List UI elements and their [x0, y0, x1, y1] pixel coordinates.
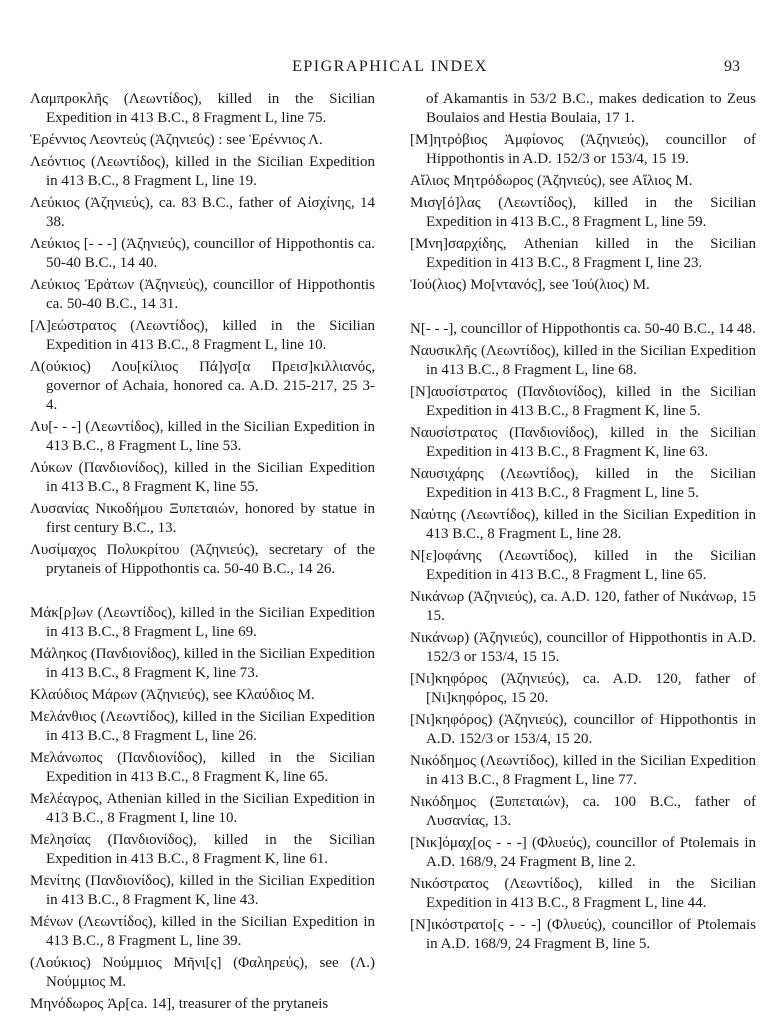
index-entry: Λύκων (Πανδιονίδος), killed in the Sicilian Expedition in 413 B.C., 8 Fragment K, line 55. [30, 460, 375, 495]
index-entry: Ναύτης (Λεωντίδος), killed in the Sicilian Expedition in 413 B.C., 8 Fragment L, line 28. [410, 507, 756, 542]
index-entry: (Λούκιος) Νούμμιος Μῆνι[ς] (Φαληρεύς), see (Λ.) Νούμμιος Μ. [30, 955, 375, 990]
index-entry: Λυσανίας Νικοδήμου Ξυπεταιών, honored by statue in first century B.C., 13. [30, 501, 375, 536]
index-entry: Κλαύδιος Μάρων (Ἀζηνιεύς), see Κλαύδιος Μ. [30, 687, 315, 703]
index-entry: Μηνόδωρος Ἀρ[ca. 14], treasurer of the prytaneis [30, 996, 329, 1012]
index-entry: [Λ]εώστρατος (Λεωντίδος), killed in the Sicilian Expedition in 413 B.C., 8 Fragment L, line 10. [30, 318, 375, 353]
index-entry: Μένων (Λεωντίδος), killed in the Sicilian Expedition in 413 B.C., 8 Fragment L, line 39. [30, 914, 375, 949]
index-entry: Λυ[- - -] (Λεωντίδος), killed in the Sicilian Expedition in 413 B.C., 8 Fragment L, line 53. [30, 419, 375, 454]
index-entry: Λεύκιος (Ἀζηνιεύς), ca. 83 B.C., father of Αἰσχίνης, 14 38. [30, 195, 375, 230]
page-header [30, 58, 750, 80]
index-entry: [Ν]αυσίστρατος (Πανδιονίδος), killed in the Sicilian Expedition in 413 B.C., 8 Fragment K, line 5. [410, 384, 756, 419]
left-column [30, 90, 375, 1017]
index-entry: Ναυσιχάρης (Λεωντίδος), killed in the Sicilian Expedition in 413 B.C., 8 Fragment L, line 5. [410, 466, 756, 501]
index-page [30, 0, 756, 1024]
index-entry: [Νι]κηφόρος) (Ἀζηνιεύς), councillor of Hippothontis in A.D. 152/3 or 153/4, 15 20. [410, 712, 756, 747]
index-entry: N[- - -], councillor of Hippothontis ca. 50-40 B.C., 14 48. [410, 321, 756, 337]
index-entry-continued: of Akamantis in 53/2 B.C., makes dedication to Zeus Boulaios and Hestia Boulaia, 17 1. [426, 91, 756, 126]
index-entry: Μελησίας (Πανδιονίδος), killed in the Sicilian Expedition in 413 B.C., 8 Fragment K, line 61. [30, 832, 375, 867]
section-gap [410, 298, 756, 320]
index-entry: Νικόδημος (Ξυπεταιών), ca. 100 B.C., father of Λυσανίας, 13. [410, 794, 756, 829]
index-entry: Νικάνωρ) (Ἀζηνιεύς), councillor of Hippothontis in A.D. 152/3 or 153/4, 15 15. [410, 630, 756, 665]
index-entry: [Μνη]σαρχίδης, Athenian killed in the Sicilian Expedition in 413 B.C., 8 Fragment I, line 23. [410, 236, 756, 271]
index-entry: Μενίτης (Πανδιονίδος), killed in the Sicilian Expedition in 413 B.C., 8 Fragment K, line 43. [30, 873, 375, 908]
index-entry: Μελάνθιος (Λεωντίδος), killed in the Sicilian Expedition in 413 B.C., 8 Fragment L, line 26. [30, 709, 375, 744]
index-entry: Μισγ[ό]λας (Λεωντίδος), killed in the Sicilian Expedition in 413 B.C., 8 Fragment L, line 59. [410, 195, 756, 230]
index-entry: Ναυσικλῆς (Λεωντίδος), killed in the Sicilian Expedition in 413 B.C., 8 Fragment L, line 68. [410, 343, 756, 378]
index-entry: Λεύκιος [- - -] (Ἀζηνιεύς), councillor of Hippothontis ca. 50-40 B.C., 14 40. [30, 236, 375, 271]
index-entry: [Νι]κηφόρος (Ἀζηνιεύς), ca. A.D. 120, father of [Νι]κηφόρος, 15 20. [410, 671, 756, 706]
index-entry: Λεόντιος (Λεωντίδος), killed in the Sicilian Expedition in 413 B.C., 8 Fragment L, line 19. [30, 154, 375, 189]
index-entry: Ἰού(λιος) Μο[ντανός], see Ἰού(λιος) Μ. [410, 277, 650, 293]
index-entry: Μάληκος (Πανδιονίδος), killed in the Sicilian Expedition in 413 B.C., 8 Fragment K, line 73. [30, 646, 375, 681]
section-gap [30, 582, 375, 604]
page-number: 93 [724, 58, 740, 75]
index-entry: [Νικ]όμαχ[ος - - -] (Φλυεύς), councillor of Ptolemais in A.D. 168/9, 24 Fragment B, line 2. [410, 835, 756, 870]
index-entry: Νικάνωρ (Ἀζηνιεύς), ca. A.D. 120, father of Νικάνωρ, 15 15. [410, 589, 756, 624]
index-entry: Μελάνωπος (Πανδιονίδος), killed in the Sicilian Expedition in 413 B.C., 8 Fragment K, line 65. [30, 750, 375, 785]
index-entry: Λεύκιος Ἐράτων (Ἀζηνιεύς), councillor of Hippothontis ca. 50-40 B.C., 14 31. [30, 277, 375, 312]
page-title: EPIGRAPHICAL INDEX [292, 58, 488, 75]
index-entry: Μελέαγρος, Athenian killed in the Sicilian Expedition in 413 B.C., 8 Fragment I, line 10. [30, 791, 375, 826]
index-entry: [Ν]ικόστρατο[ς - - -] (Φλυεύς), councillor of Ptolemais in A.D. 168/9, 24 Fragment B, line 5. [410, 917, 756, 952]
index-entry: Νικόστρατος (Λεωντίδος), killed in the Sicilian Expedition in 413 B.C., 8 Fragment L, line 44. [410, 876, 756, 911]
index-entry: Μάκ[ρ]ων (Λεωντίδος), killed in the Sicilian Expedition in 413 B.C., 8 Fragment L, line 69. [30, 605, 375, 640]
index-entry: Λυσίμαχος Πολυκρίτου (Ἀζηνιεύς), secretary of the prytaneis of Hippothontis ca. 50-40 B.C., 14 26. [30, 542, 375, 577]
index-entry: [Μ]ητρόβιος Ἀμφίονος (Ἀζηνιεύς), councillor of Hippothontis in A.D. 152/3 or 153/4, 15 19. [410, 132, 756, 167]
right-column [410, 90, 756, 957]
index-entry: Ναυσίστρατος (Πανδιονίδος), killed in the Sicilian Expedition in 413 B.C., 8 Fragment K, line 63. [410, 425, 756, 460]
index-entry: Λαμπροκλῆς (Λεωντίδος), killed in the Sicilian Expedition in 413 B.C., 8 Fragment L, line 75. [30, 91, 375, 126]
index-entry: Ν[ε]οφάνης (Λεωντίδος), killed in the Sicilian Expedition in 413 B.C., 8 Fragment L, line 65. [410, 548, 756, 583]
index-entry: Λ(ούκιος) Λου[κίλιος Πά]γσ[α Πρεισ]κιλλιανός, governor of Achaia, honored ca. A.D. 215-217, 25 3-4. [30, 359, 375, 413]
index-entry: Αἴλιος Μητρόδωρος (Ἀζηνιεύς), see Αἴλιος Μ. [410, 173, 693, 189]
index-entry: Νικόδημος (Λεωντίδος), killed in the Sicilian Expedition in 413 B.C., 8 Fragment L, line 77. [410, 753, 756, 788]
index-entry: Ἑρέννιος Λεοντεύς (Ἀζηνιεύς) : see Ἑρέννιος Λ. [30, 132, 323, 148]
